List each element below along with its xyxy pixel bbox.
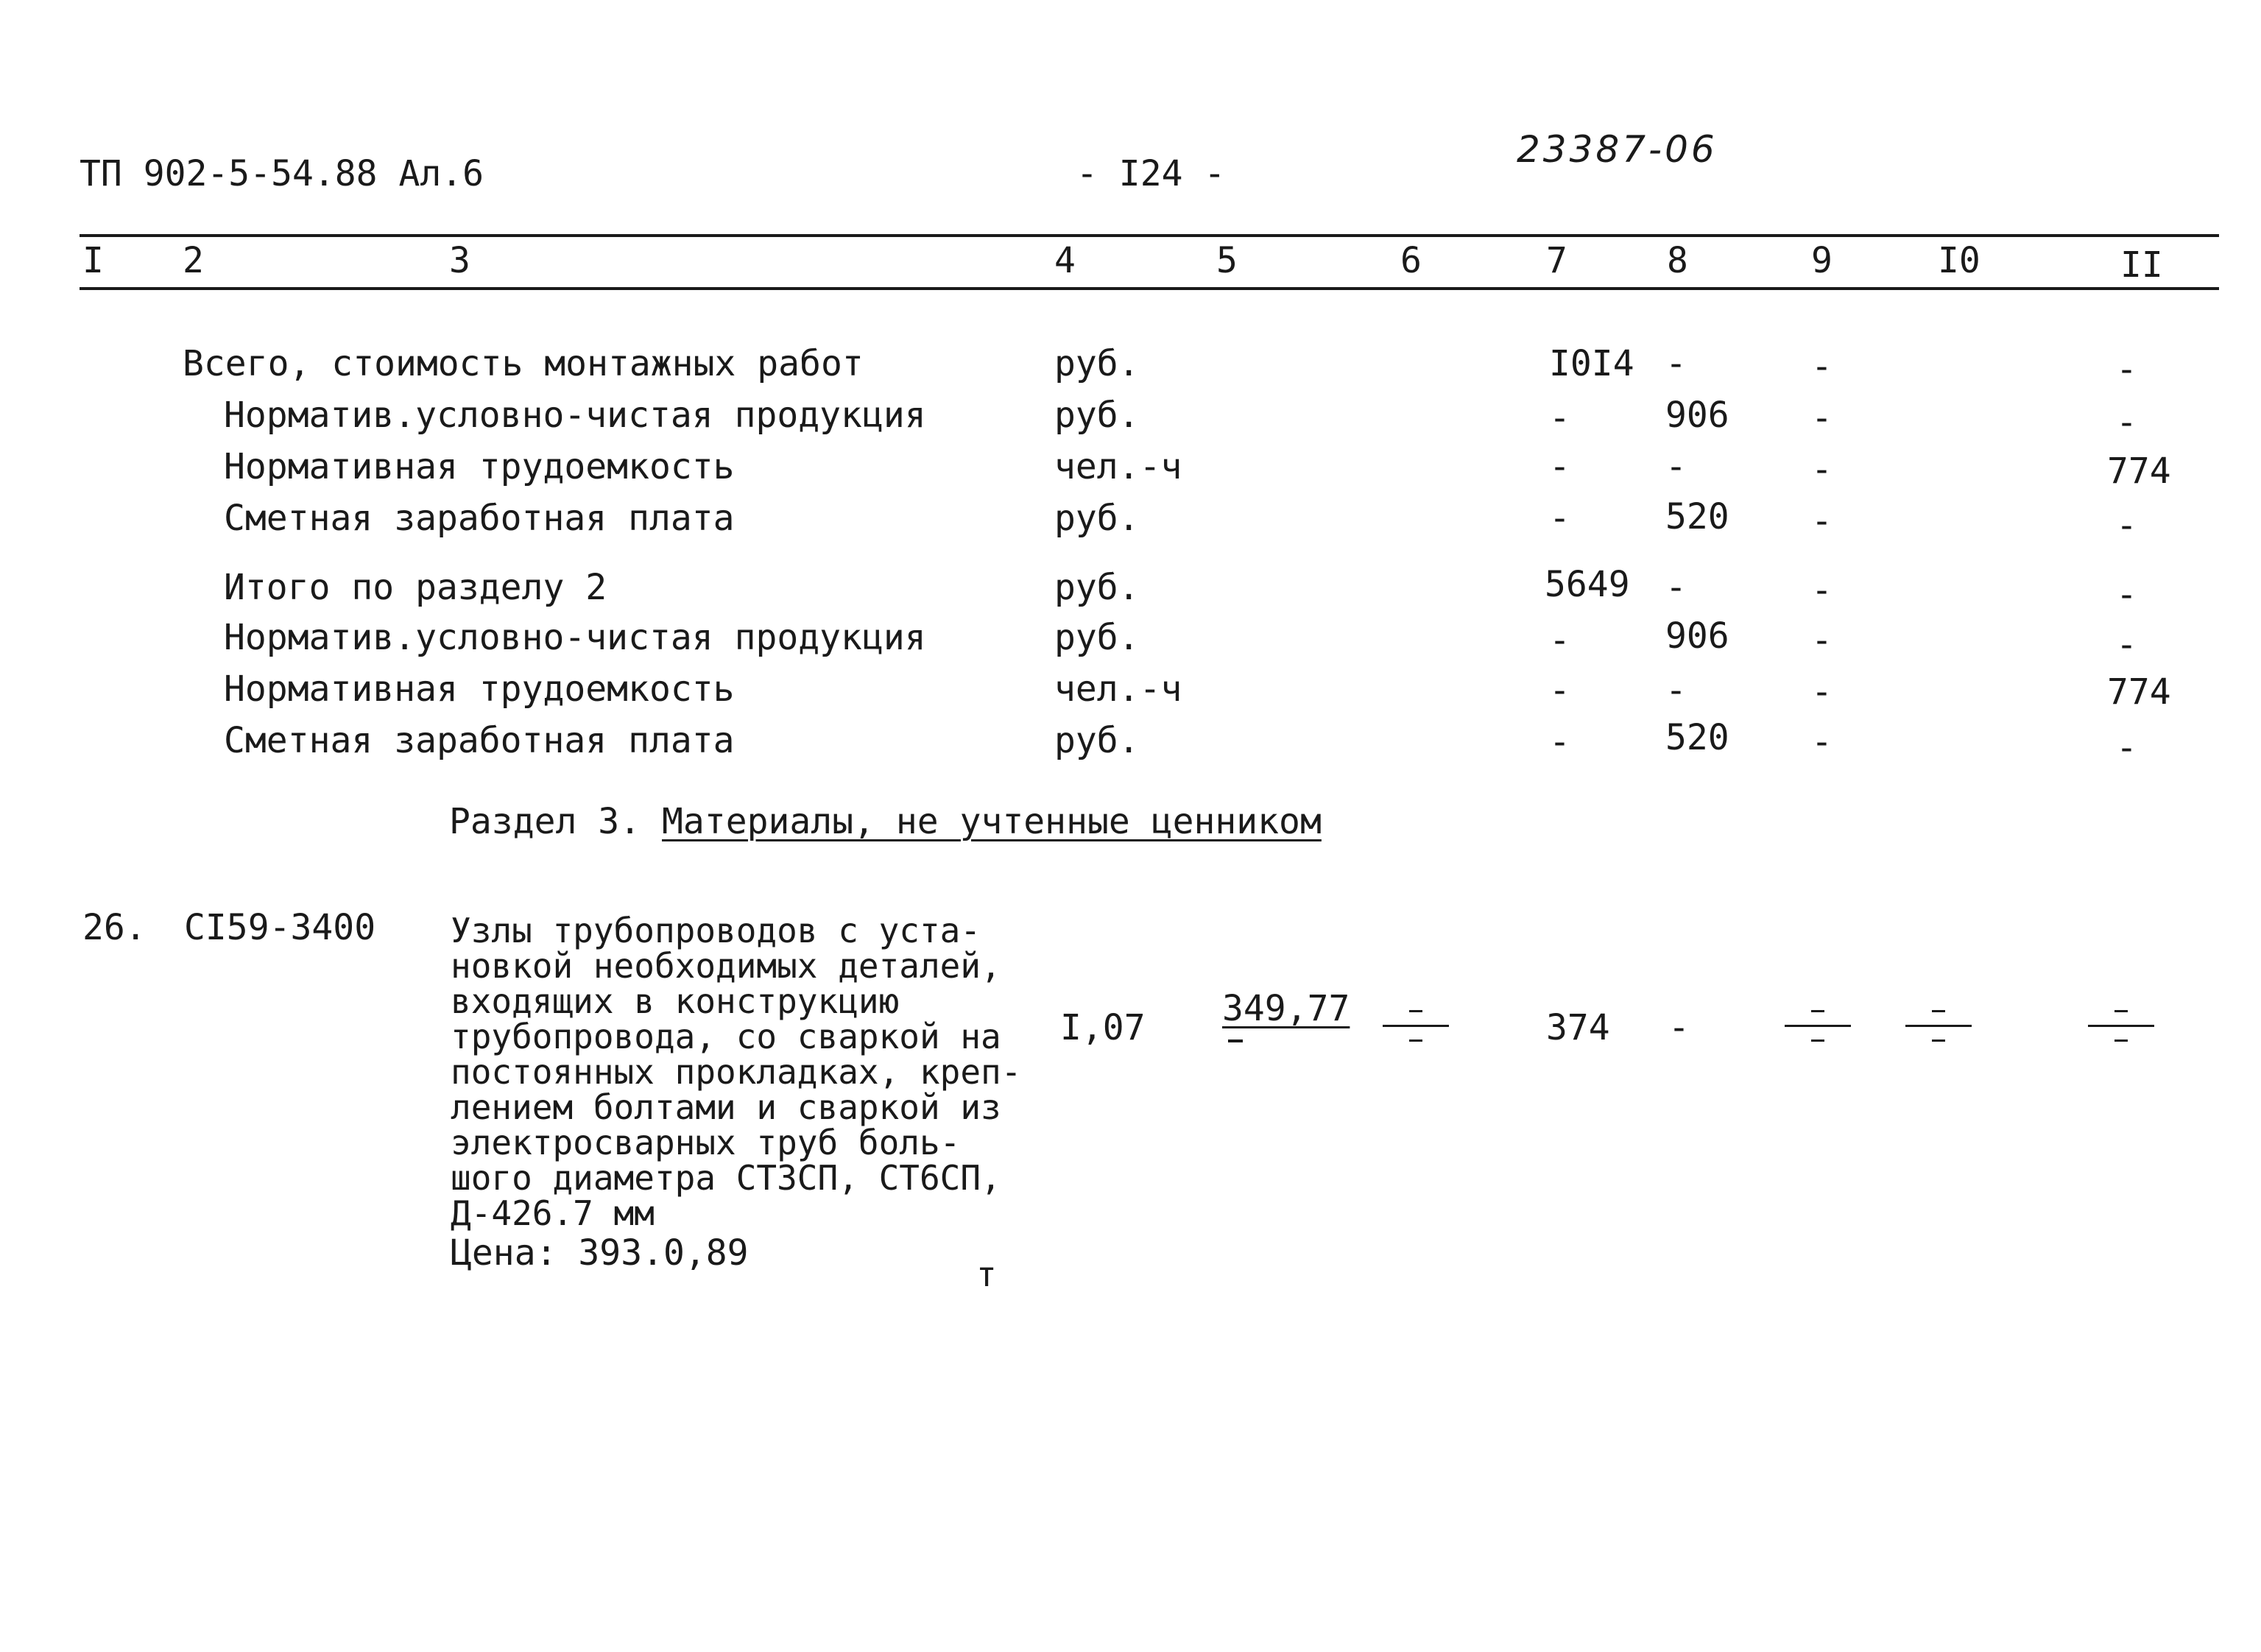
row-col7: -: [1549, 446, 1570, 487]
col10-fraction-mark: [1905, 1004, 1972, 1048]
item-price: Цена: 393.0,89: [451, 1232, 749, 1274]
column-header: 5: [1216, 240, 1238, 281]
column-header: I0: [1938, 240, 1980, 281]
row-col9: -: [1811, 671, 1833, 713]
row-col9: -: [1811, 398, 1833, 439]
row-col9: -: [1811, 449, 1833, 490]
column-header: I: [82, 240, 104, 281]
row-col8: 520: [1665, 717, 1729, 758]
row-label: Нормативная трудоемкость: [224, 668, 735, 710]
row-col11: -: [2116, 505, 2137, 546]
row-col8: 520: [1665, 496, 1729, 537]
header-top-rule: [80, 234, 2219, 237]
row-label: Сметная заработная плата: [224, 720, 735, 761]
row-col7: -: [1549, 498, 1570, 539]
row-unit: руб.: [1054, 617, 1140, 658]
col6-fraction-mark: [1383, 1004, 1449, 1048]
row-col8: 906: [1665, 615, 1729, 657]
section-heading: [449, 801, 1322, 842]
row-label: Нормативная трудоемкость: [224, 446, 735, 487]
section-prefix: Раздел 3.: [449, 801, 641, 842]
item-total: 374: [1546, 1007, 1610, 1048]
row-unit: руб.: [1054, 720, 1140, 761]
item-code: CI59-3400: [184, 907, 376, 948]
handwritten-number: 23387-06: [1517, 128, 1718, 171]
column-header: 3: [449, 240, 470, 281]
col11-fraction-mark: [2088, 1004, 2154, 1048]
item-quantity: I,07: [1060, 1007, 1146, 1048]
row-col9: -: [1811, 620, 1833, 661]
section-title: Материалы, не учтенные ценником: [662, 801, 1322, 842]
row-col7: -: [1549, 398, 1570, 439]
row-label: Итого по разделу 2: [224, 567, 607, 608]
column-header: 8: [1667, 240, 1688, 281]
row-label: Норматив.условно-чистая продукция: [224, 395, 926, 436]
row-col11: 774: [2107, 671, 2171, 713]
row-col11: -: [2116, 574, 2137, 615]
col9-fraction-mark: [1785, 1004, 1851, 1048]
row-col8: -: [1665, 670, 1687, 711]
column-header: II: [2120, 244, 2163, 286]
row-col9: -: [1811, 501, 1833, 542]
column-header: 7: [1546, 240, 1567, 281]
row-col9: -: [1811, 570, 1833, 611]
item-unit-price: [1222, 988, 1350, 1029]
page-number: - I24 -: [1076, 153, 1226, 194]
item-col8: -: [1668, 1007, 1690, 1048]
row-col11: -: [2116, 402, 2137, 443]
row-col8: -: [1665, 567, 1687, 608]
column-header: 6: [1400, 240, 1422, 281]
row-col8: -: [1665, 343, 1687, 384]
row-col8: -: [1665, 446, 1687, 487]
row-label: Всего, стоимость монтажных работ: [183, 343, 864, 384]
row-label: Норматив.условно-чистая продукция: [224, 617, 926, 658]
column-header: 2: [183, 240, 204, 281]
item-number: 26.: [82, 907, 147, 948]
row-col9: -: [1811, 346, 1833, 387]
row-unit: руб.: [1054, 498, 1140, 539]
row-col7: -: [1549, 670, 1570, 711]
column-header: 4: [1054, 240, 1076, 281]
row-col11: -: [2116, 727, 2137, 769]
unit-price-sub-dash: [1228, 1039, 1243, 1042]
row-col9: -: [1811, 721, 1833, 763]
row-col7: 5649: [1545, 564, 1630, 605]
row-col7: I0I4: [1549, 343, 1634, 384]
row-label: Сметная заработная плата: [224, 498, 735, 539]
item-description: Узлы трубопроводов с уста- новкой необходимых деталей, входящих в конструкцию трубопровода, со сваркой на постоянных прокладках, креп- лением болтами и сваркой из электросварных труб боль- шого диаметра СТЗСП, СТ6СП, Д-426.7 мм: [451, 911, 1022, 1233]
row-col11: -: [2116, 624, 2137, 666]
row-unit: чел.-ч: [1054, 668, 1182, 710]
row-col7: -: [1549, 620, 1570, 661]
row-col8: 906: [1665, 395, 1729, 436]
row-unit: руб.: [1054, 567, 1140, 608]
row-unit: чел.-ч: [1054, 446, 1182, 487]
header-bottom-rule: [80, 287, 2219, 290]
unit-price-value: 349,77: [1222, 988, 1350, 1029]
row-col11: -: [2116, 349, 2137, 390]
row-unit: руб.: [1054, 395, 1140, 436]
column-header: 9: [1811, 240, 1833, 281]
row-col7: -: [1549, 721, 1570, 763]
document-code: ТП 902-5-54.88 Ал.6: [80, 153, 484, 194]
item-mark: т: [976, 1254, 997, 1294]
row-unit: руб.: [1054, 343, 1140, 384]
row-col11: 774: [2107, 451, 2171, 492]
